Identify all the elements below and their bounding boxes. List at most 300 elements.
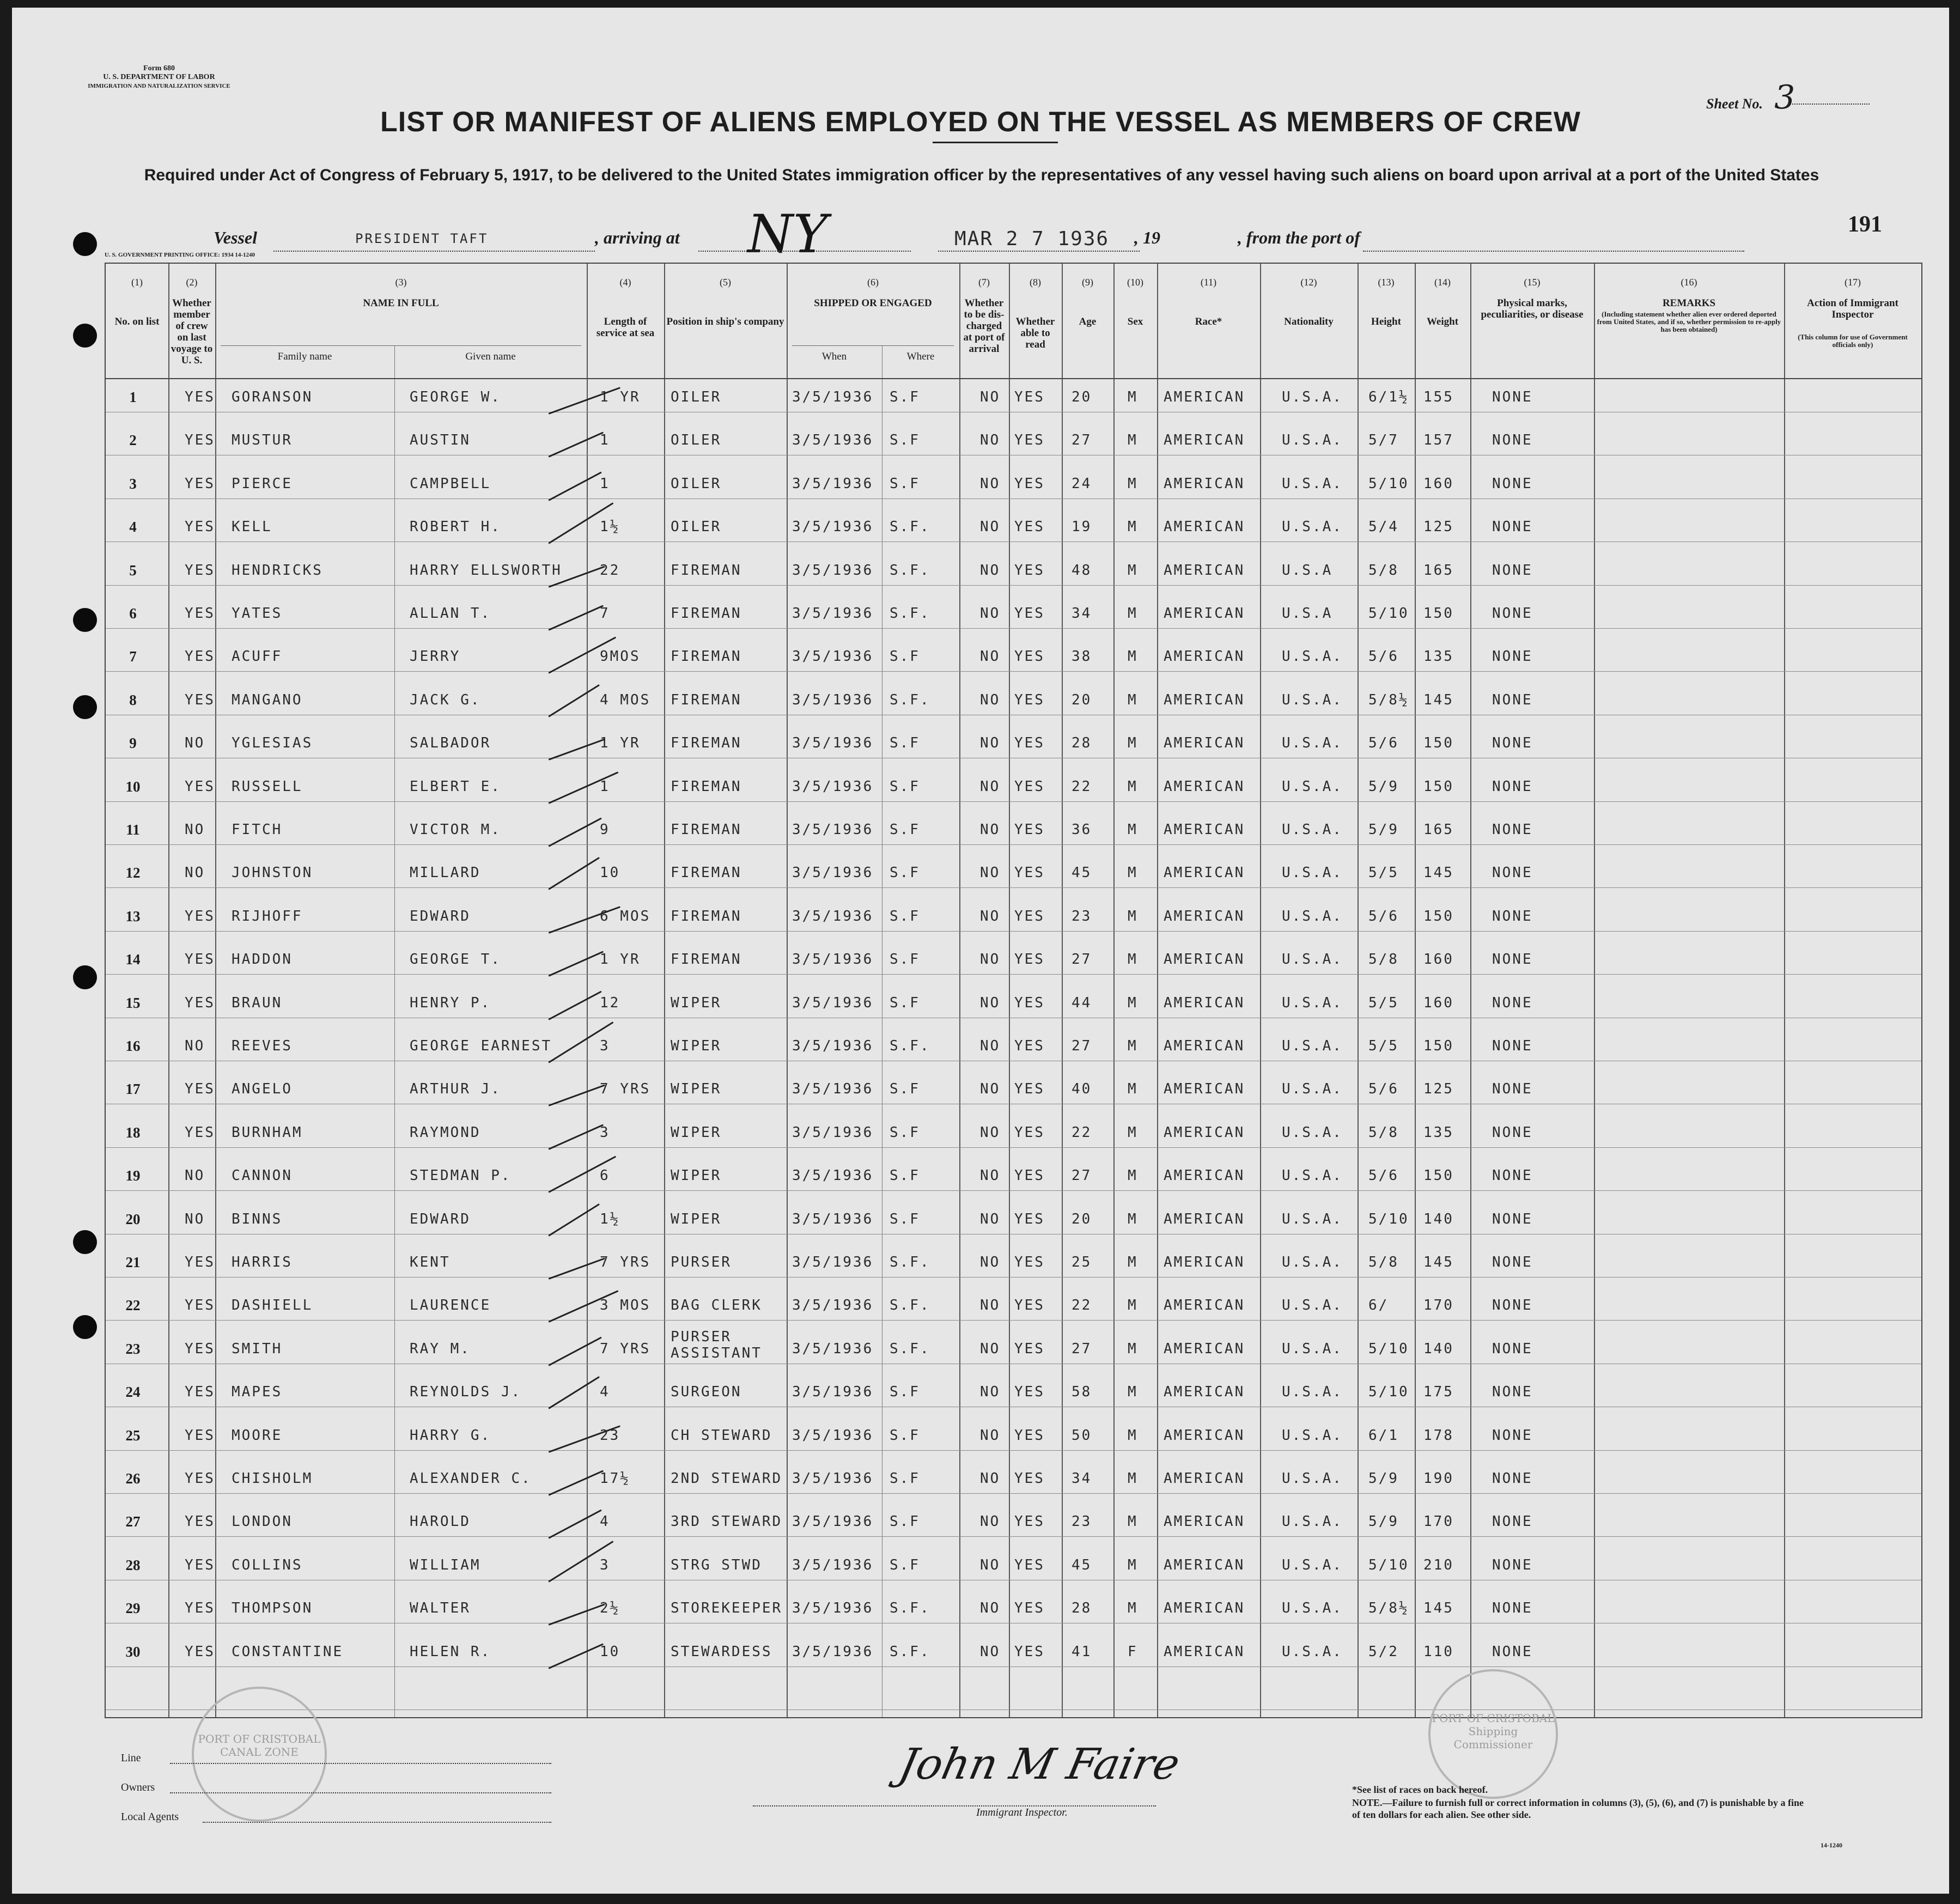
cell-weight: 145	[1423, 1254, 1454, 1270]
cell-read: YES	[1014, 1556, 1045, 1573]
cell-given: AUSTIN	[410, 432, 471, 449]
cell-family: PIERCE	[232, 475, 293, 492]
column-divider	[394, 345, 395, 1717]
cell-age: 20	[1072, 1210, 1092, 1227]
cell-position: WIPER	[671, 1038, 722, 1054]
cell-height: 5/9	[1368, 822, 1399, 838]
title-underline	[933, 142, 1058, 143]
column-divider	[168, 264, 169, 1717]
cell-given: ALEXANDER C.	[410, 1470, 532, 1487]
cell-read: YES	[1014, 994, 1045, 1011]
cell-height: 5/8½	[1368, 691, 1409, 708]
cell-marks: NONE	[1492, 691, 1533, 708]
row-rule	[106, 585, 1921, 586]
cell-marks: NONE	[1492, 1384, 1533, 1401]
row-number: 18	[125, 1124, 141, 1141]
cell-where: S.F.	[890, 1297, 930, 1314]
cell-prev: YES	[185, 389, 215, 405]
cell-weight: 170	[1423, 1297, 1454, 1314]
cell-prev: NO	[185, 1038, 205, 1054]
cell-read: YES	[1014, 389, 1045, 405]
cell-service: 1 YR	[600, 951, 641, 968]
cell-position: PURSER ASSISTANT	[671, 1328, 762, 1361]
cell-height: 5/8½	[1368, 1600, 1409, 1617]
cell-race: AMERICAN	[1164, 1297, 1245, 1314]
cell-family: YGLESIAS	[232, 735, 313, 752]
cell-nationality: U.S.A.	[1282, 432, 1343, 449]
row-rule	[106, 1666, 1921, 1667]
cell-age: 45	[1072, 865, 1092, 881]
cell-nationality: U.S.A.	[1282, 865, 1343, 881]
row-number: 5	[129, 562, 137, 579]
cell-given: RAYMOND	[410, 1124, 481, 1141]
cell-family: BRAUN	[232, 994, 283, 1011]
column-divider	[1358, 264, 1359, 1717]
signature-line	[753, 1805, 1156, 1806]
column-number: (16)	[1681, 277, 1697, 288]
cell-weight: 170	[1423, 1513, 1454, 1530]
punch-hole	[73, 965, 97, 989]
column-header: Physical marks, peculiarities, or disease	[1481, 297, 1584, 320]
row-number: 24	[125, 1384, 141, 1401]
check-mark	[548, 1643, 604, 1669]
cell-weight: 145	[1423, 865, 1454, 881]
row-number: 15	[125, 994, 141, 1011]
cell-where: S.F.	[890, 1254, 930, 1270]
cell-family: JOHNSTON	[232, 865, 313, 881]
cell-discharge: NO	[980, 1297, 1001, 1314]
cell-height: 5/9	[1368, 1470, 1399, 1487]
row-number: 4	[129, 519, 137, 536]
cell-sex: M	[1128, 822, 1138, 838]
row-rule	[106, 628, 1921, 629]
cell-read: YES	[1014, 1643, 1045, 1660]
cell-position: 2ND STEWARD	[671, 1470, 783, 1487]
cell-service: 7	[600, 605, 610, 622]
cell-height: 6/1½	[1368, 389, 1409, 405]
cell-prev: YES	[185, 648, 215, 665]
cell-nationality: U.S.A.	[1282, 1600, 1343, 1617]
cell-family: RUSSELL	[232, 778, 303, 795]
cell-family: CANNON	[232, 1167, 293, 1184]
row-rule	[106, 1493, 1921, 1494]
cell-read: YES	[1014, 778, 1045, 795]
cell-position: FIREMAN	[671, 648, 742, 665]
cell-marks: NONE	[1492, 822, 1533, 838]
cell-prev: YES	[185, 1556, 215, 1573]
cell-age: 22	[1072, 1297, 1092, 1314]
cell-position: PURSER	[671, 1254, 732, 1270]
column-header-note: (This column for use of Government officials only)	[1798, 333, 1908, 349]
cell-height: 5/6	[1368, 648, 1399, 665]
cell-prev: YES	[185, 1384, 215, 1401]
cell-height: 5/4	[1368, 519, 1399, 536]
from-port-underline	[1363, 251, 1744, 252]
cell-read: YES	[1014, 605, 1045, 622]
row-number: 7	[129, 648, 137, 665]
cell-position: OILER	[671, 389, 722, 405]
cell-service: 3 MOS	[600, 1297, 651, 1314]
cell-read: YES	[1014, 1210, 1045, 1227]
vessel-underline	[273, 251, 595, 252]
cell-where: S.F	[890, 735, 920, 752]
cell-age: 44	[1072, 994, 1092, 1011]
column-header: Weight	[1426, 316, 1459, 327]
cell-marks: NONE	[1492, 778, 1533, 795]
cell-service: 17½	[600, 1470, 630, 1487]
cell-nationality: U.S.A	[1282, 562, 1333, 579]
cell-age: 25	[1072, 1254, 1092, 1270]
cell-nationality: U.S.A.	[1282, 648, 1343, 665]
cell-height: 5/2	[1368, 1643, 1399, 1660]
cell-family: BURNHAM	[232, 1124, 303, 1141]
cell-where: S.F	[890, 1081, 920, 1098]
date-underline	[938, 251, 1140, 252]
cell-marks: NONE	[1492, 1643, 1533, 1660]
cell-service: 7 YRS	[600, 1081, 651, 1098]
cell-discharge: NO	[980, 1210, 1001, 1227]
cell-position: 3RD STEWARD	[671, 1513, 783, 1530]
cell-marks: NONE	[1492, 432, 1533, 449]
cell-where: S.F	[890, 1124, 920, 1141]
cell-height: 5/10	[1368, 1210, 1409, 1227]
cell-sex: M	[1128, 778, 1138, 795]
cell-height: 5/10	[1368, 1340, 1409, 1357]
column-header: Height	[1371, 316, 1401, 327]
cell-discharge: NO	[980, 822, 1001, 838]
cell-read: YES	[1014, 1600, 1045, 1617]
cell-position: WIPER	[671, 1124, 722, 1141]
cell-age: 28	[1072, 1600, 1092, 1617]
cell-where: S.F	[890, 1427, 920, 1444]
column-divider	[1113, 264, 1115, 1717]
owners-underline	[170, 1792, 551, 1793]
cell-when: 3/5/1936	[792, 432, 874, 449]
row-number: 14	[125, 951, 141, 968]
cell-read: YES	[1014, 1470, 1045, 1487]
row-number: 21	[125, 1254, 141, 1270]
cell-marks: NONE	[1492, 648, 1533, 665]
check-mark	[548, 857, 600, 890]
column-number: (13)	[1378, 277, 1395, 288]
check-mark	[548, 1604, 605, 1626]
cell-nationality: U.S.A.	[1282, 822, 1343, 838]
column-header: SHIPPED OR ENGAGED	[814, 297, 932, 309]
row-rule	[106, 1450, 1921, 1451]
cell-height: 5/10	[1368, 1384, 1409, 1401]
cell-discharge: NO	[980, 778, 1001, 795]
column-divider	[1470, 264, 1471, 1717]
column-divider	[664, 264, 665, 1717]
cell-discharge: NO	[980, 1470, 1001, 1487]
cell-prev: YES	[185, 1600, 215, 1617]
page-number: 191	[1848, 212, 1882, 237]
cell-weight: 150	[1423, 605, 1454, 622]
cell-marks: NONE	[1492, 1427, 1533, 1444]
cell-sex: M	[1128, 1470, 1138, 1487]
cell-discharge: NO	[980, 432, 1001, 449]
cell-height: 6/	[1368, 1297, 1389, 1314]
vessel-label: Vessel	[214, 228, 257, 247]
cell-marks: NONE	[1492, 735, 1533, 752]
inspector-signature: John M Faire	[894, 1740, 1184, 1789]
row-number: 19	[125, 1167, 141, 1184]
row-rule	[106, 974, 1921, 975]
cell-weight: 110	[1423, 1643, 1454, 1660]
cell-prev: YES	[185, 562, 215, 579]
cell-race: AMERICAN	[1164, 1427, 1245, 1444]
cell-read: YES	[1014, 648, 1045, 665]
cell-prev: YES	[185, 1470, 215, 1487]
cell-height: 5/8	[1368, 1254, 1399, 1270]
line-underline	[170, 1763, 551, 1764]
cell-position: OILER	[671, 432, 722, 449]
cell-age: 28	[1072, 735, 1092, 752]
cell-discharge: NO	[980, 389, 1001, 405]
cell-family: HARRIS	[232, 1254, 293, 1270]
cell-marks: NONE	[1492, 1340, 1533, 1357]
cell-prev: YES	[185, 951, 215, 968]
cell-age: 23	[1072, 908, 1092, 924]
row-number: 12	[125, 865, 141, 881]
cell-weight: 165	[1423, 562, 1454, 579]
cell-when: 3/5/1936	[792, 908, 874, 924]
cell-position: FIREMAN	[671, 908, 742, 924]
cell-given: JERRY	[410, 648, 461, 665]
cell-race: AMERICAN	[1164, 1470, 1245, 1487]
cell-weight: 165	[1423, 822, 1454, 838]
column-divider	[1062, 264, 1063, 1717]
cell-weight: 178	[1423, 1427, 1454, 1444]
line-label: Line	[121, 1752, 141, 1764]
row-rule	[106, 1190, 1921, 1191]
cell-given: VICTOR M.	[410, 822, 501, 838]
cell-weight: 160	[1423, 475, 1454, 492]
cell-where: S.F	[890, 865, 920, 881]
cell-when: 3/5/1936	[792, 1297, 874, 1314]
inspector-label: Immigrant Inspector.	[976, 1806, 1068, 1818]
cell-family: RIJHOFF	[232, 908, 303, 924]
column-header: Length of service at sea	[596, 316, 655, 339]
cell-service: 3	[600, 1038, 610, 1054]
cell-marks: NONE	[1492, 1297, 1533, 1314]
agents-label: Local Agents	[121, 1811, 179, 1823]
cell-race: AMERICAN	[1164, 389, 1245, 405]
cell-marks: NONE	[1492, 865, 1533, 881]
cell-prev: YES	[185, 1513, 215, 1530]
port-stamp-left	[192, 1687, 327, 1822]
cell-read: YES	[1014, 1340, 1045, 1357]
column-number: (2)	[186, 277, 198, 288]
printing-office: U. S. GOVERNMENT PRINTING OFFICE: 1934 14-1240	[105, 252, 255, 258]
cell-prev: YES	[185, 1427, 215, 1444]
cell-when: 3/5/1936	[792, 1556, 874, 1573]
row-number: 3	[129, 475, 137, 492]
cell-age: 22	[1072, 778, 1092, 795]
cell-when: 3/5/1936	[792, 1254, 874, 1270]
cell-given: WILLIAM	[410, 1556, 481, 1573]
port-stamp-right	[1428, 1669, 1558, 1799]
cell-marks: NONE	[1492, 1124, 1533, 1141]
cell-weight: 125	[1423, 519, 1454, 536]
cell-position: FIREMAN	[671, 735, 742, 752]
cell-given: MILLARD	[410, 865, 481, 881]
cell-service: 10	[600, 1643, 620, 1660]
cell-given: HARRY ELLSWORTH	[410, 562, 562, 579]
cell-weight: 140	[1423, 1210, 1454, 1227]
cell-discharge: NO	[980, 1167, 1001, 1184]
cell-discharge: NO	[980, 1427, 1001, 1444]
column-header: Sex	[1127, 316, 1143, 327]
row-number: 27	[125, 1513, 141, 1530]
cell-position: FIREMAN	[671, 605, 742, 622]
cell-nationality: U.S.A.	[1282, 1427, 1343, 1444]
column-divider	[1415, 264, 1416, 1717]
cell-sex: F	[1128, 1643, 1138, 1660]
cell-race: AMERICAN	[1164, 1167, 1245, 1184]
column-divider	[1784, 264, 1785, 1717]
cell-age: 19	[1072, 519, 1092, 536]
cell-race: AMERICAN	[1164, 1210, 1245, 1227]
row-rule	[106, 1320, 1921, 1321]
cell-read: YES	[1014, 1081, 1045, 1098]
cell-where: S.F	[890, 389, 920, 405]
column-number: (17)	[1845, 277, 1861, 288]
cell-race: AMERICAN	[1164, 1038, 1245, 1054]
cell-position: OILER	[671, 519, 722, 536]
cell-service: 12	[600, 994, 620, 1011]
cell-weight: 150	[1423, 1038, 1454, 1054]
cell-read: YES	[1014, 908, 1045, 924]
column-header: Whether member of crew on last voyage to U. S.	[171, 297, 213, 366]
check-mark	[548, 1336, 602, 1366]
cell-given: GEORGE T.	[410, 951, 501, 968]
cell-discharge: NO	[980, 605, 1001, 622]
cell-race: AMERICAN	[1164, 1081, 1245, 1098]
port-underline	[698, 251, 911, 252]
cell-family: YATES	[232, 605, 283, 622]
row-number: 20	[125, 1210, 141, 1227]
cell-prev: YES	[185, 1124, 215, 1141]
cell-marks: NONE	[1492, 994, 1533, 1011]
subcolumn-header: When	[821, 351, 847, 362]
check-mark	[548, 1124, 604, 1149]
column-number: (7)	[978, 277, 990, 288]
cell-marks: NONE	[1492, 1254, 1533, 1270]
cell-when: 3/5/1936	[792, 605, 874, 622]
cell-position: WIPER	[671, 1081, 722, 1098]
cell-service: 9	[600, 822, 610, 838]
cell-prev: YES	[185, 475, 215, 492]
cell-sex: M	[1128, 1038, 1138, 1054]
cell-nationality: U.S.A.	[1282, 1470, 1343, 1487]
cell-when: 3/5/1936	[792, 1124, 874, 1141]
check-mark	[548, 605, 604, 630]
row-number: 6	[129, 605, 137, 622]
cell-marks: NONE	[1492, 1210, 1533, 1227]
cell-nationality: U.S.A.	[1282, 519, 1343, 536]
row-rule	[106, 844, 1921, 845]
cell-discharge: NO	[980, 648, 1001, 665]
cell-prev: YES	[185, 994, 215, 1011]
cell-when: 3/5/1936	[792, 1167, 874, 1184]
cell-race: AMERICAN	[1164, 951, 1245, 968]
cell-weight: 135	[1423, 1124, 1454, 1141]
cell-when: 3/5/1936	[792, 562, 874, 579]
cell-when: 3/5/1936	[792, 389, 874, 405]
cell-age: 27	[1072, 1038, 1092, 1054]
cell-where: S.F	[890, 1470, 920, 1487]
cell-position: BAG CLERK	[671, 1297, 762, 1314]
cell-age: 40	[1072, 1081, 1092, 1098]
column-number: (1)	[131, 277, 143, 288]
cell-read: YES	[1014, 1124, 1045, 1141]
cell-when: 3/5/1936	[792, 822, 874, 838]
cell-family: HENDRICKS	[232, 562, 323, 579]
cell-read: YES	[1014, 951, 1045, 968]
punch-hole	[73, 608, 97, 632]
cell-service: 4	[600, 1513, 610, 1530]
cell-when: 3/5/1936	[792, 1470, 874, 1487]
cell-race: AMERICAN	[1164, 1254, 1245, 1270]
cell-prev: NO	[185, 1167, 205, 1184]
cell-weight: 145	[1423, 691, 1454, 708]
column-number: (11)	[1200, 277, 1217, 288]
cell-marks: NONE	[1492, 389, 1533, 405]
cell-height: 5/5	[1368, 865, 1399, 881]
column-header: Race*	[1195, 316, 1222, 327]
arriving-port: NY	[747, 204, 828, 265]
year-label: , 19	[1134, 228, 1160, 247]
cell-sex: M	[1128, 908, 1138, 924]
cell-service: 1½	[600, 1210, 620, 1227]
cell-nationality: U.S.A.	[1282, 1297, 1343, 1314]
cell-age: 27	[1072, 1340, 1092, 1357]
cell-marks: NONE	[1492, 1556, 1533, 1573]
cell-age: 34	[1072, 605, 1092, 622]
cell-read: YES	[1014, 475, 1045, 492]
cell-sex: M	[1128, 1384, 1138, 1401]
cell-prev: YES	[185, 778, 215, 795]
row-number: 26	[125, 1470, 141, 1487]
cell-read: YES	[1014, 691, 1045, 708]
cell-age: 41	[1072, 1643, 1092, 1660]
cell-marks: NONE	[1492, 908, 1533, 924]
cell-sex: M	[1128, 648, 1138, 665]
cell-family: BINNS	[232, 1210, 283, 1227]
cell-nationality: U.S.A.	[1282, 1513, 1343, 1530]
cell-age: 45	[1072, 1556, 1092, 1573]
cell-sex: M	[1128, 1081, 1138, 1098]
cell-sex: M	[1128, 1124, 1138, 1141]
cell-position: FIREMAN	[671, 865, 742, 881]
penalty-note: NOTE.—Failure to furnish full or correct information in columns (3), (5), (6), and (7) is punishable by a fine of ten dollars for each alien. See other side.	[1352, 1797, 1804, 1820]
cell-nationality: U.S.A.	[1282, 475, 1343, 492]
cell-given: ELBERT E.	[410, 778, 501, 795]
cell-race: AMERICAN	[1164, 519, 1245, 536]
cell-height: 5/5	[1368, 1038, 1399, 1054]
cell-age: 58	[1072, 1384, 1092, 1401]
cell-sex: M	[1128, 1513, 1138, 1530]
cell-weight: 150	[1423, 1167, 1454, 1184]
cell-service: 1 YR	[600, 735, 641, 752]
row-number: 23	[125, 1340, 141, 1357]
cell-age: 24	[1072, 475, 1092, 492]
column-number: (10)	[1127, 277, 1143, 288]
check-mark	[548, 739, 605, 761]
punch-hole	[73, 232, 97, 256]
cell-height: 5/10	[1368, 475, 1409, 492]
